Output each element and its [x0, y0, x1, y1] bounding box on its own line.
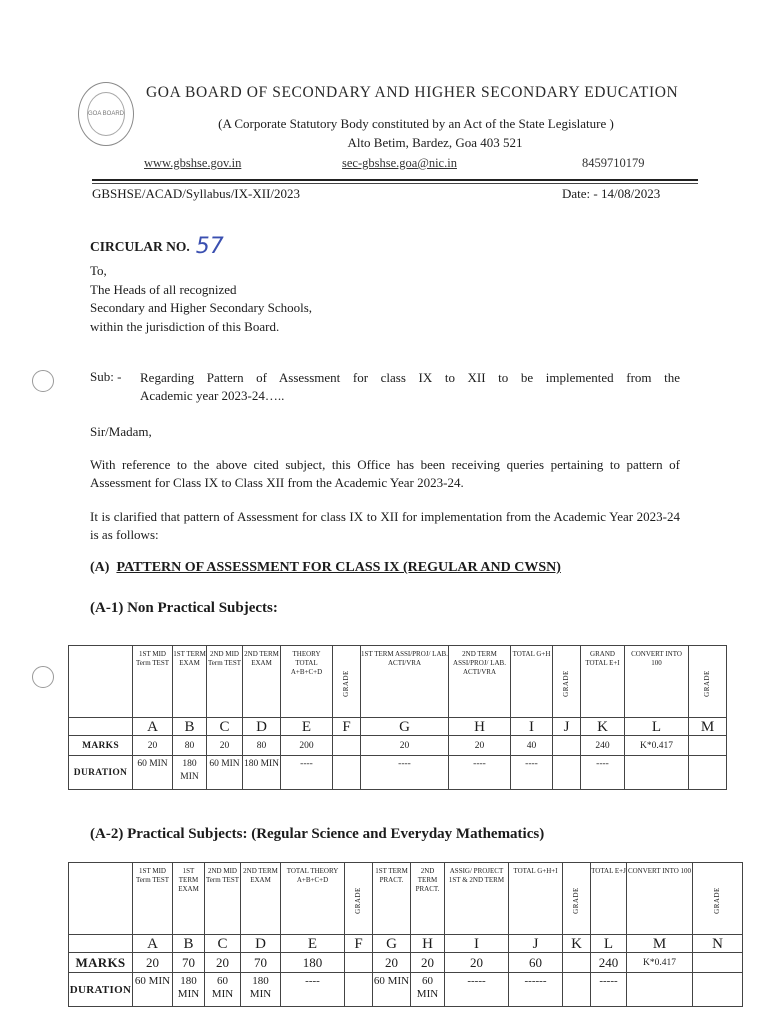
phone-number: 8459710179: [582, 156, 645, 170]
table1-heading: (A-1) Non Practical Subjects:: [90, 600, 278, 616]
header-cell: TOTAL G+H: [511, 646, 553, 718]
addressee-block: [90, 262, 312, 336]
marks-cell: [333, 736, 361, 756]
seal-text: GOA BOARD: [88, 110, 125, 117]
marks-cell: [689, 736, 727, 756]
marks-cell: 20: [411, 953, 445, 973]
duration-cell: ------: [509, 973, 563, 1007]
header-cell: [69, 863, 133, 935]
marks-cell: 20: [373, 953, 411, 973]
duration-cell: [333, 756, 361, 790]
duration-cell: 180 MIN: [241, 973, 281, 1007]
marks-cell: 40: [511, 736, 553, 756]
column-letter: E: [281, 935, 345, 953]
column-letter: L: [625, 718, 689, 736]
column-letter: D: [241, 935, 281, 953]
non-practical-assessment-table: [68, 645, 727, 790]
subject-line-1: Regarding Pattern of Assessment for class IX to XII to be implemented from the: [140, 370, 680, 385]
subject-line-2: Academic year 2023-24…..: [140, 388, 285, 403]
duration-cell: 60 MIN: [411, 973, 445, 1007]
punch-hole-mark: [32, 370, 54, 392]
marks-cell: 20: [361, 736, 449, 756]
header-cell-grade: GRADE: [689, 646, 727, 718]
website-link[interactable]: www.gbshse.gov.in: [144, 156, 242, 170]
section-a-heading: [90, 560, 561, 576]
column-letter: D: [243, 718, 281, 736]
header-cell: TOTAL E+J: [591, 863, 627, 935]
duration-cell: [693, 973, 743, 1007]
duration-cell: ----: [449, 756, 511, 790]
reference-number: GBSHSE/ACAD/Syllabus/IX-XII/2023: [92, 186, 301, 201]
header-cell: THEORY TOTAL A+B+C+D: [281, 646, 333, 718]
duration-cell: ----: [281, 973, 345, 1007]
duration-cell: -----: [445, 973, 509, 1007]
board-address: Alto Betim, Bardez, Goa 403 521: [347, 135, 523, 150]
header-cell: 2ND TERM EXAM: [243, 646, 281, 718]
section-a-title: PATTERN OF ASSESSMENT FOR CLASS IX (REGULAR AND CWSN): [116, 560, 561, 575]
section-a-prefix: (A): [90, 560, 110, 575]
column-letter: [69, 718, 133, 736]
duration-cell: ----: [361, 756, 449, 790]
header-cell: 1ST MID Term TEST: [133, 863, 173, 935]
header-cell: 2ND TERM ASSI/PROJ/ LAB. ACTI/VRA: [449, 646, 511, 718]
column-letter: G: [361, 718, 449, 736]
header-cell: CONVERT INTO 100: [627, 863, 693, 935]
marks-cell: 20: [133, 953, 173, 973]
paragraph-reference: With reference to the above cited subject, this Office has been receiving queries pertaining to pattern of Assessment for Class IX to Class XII from the Academic Year 2023-24.: [90, 457, 680, 490]
duration-cell: [625, 756, 689, 790]
subject-label: Sub: -: [90, 369, 122, 384]
marks-cell: 180: [281, 953, 345, 973]
duration-cell: ----: [281, 756, 333, 790]
column-letter: N: [693, 935, 743, 953]
header-cell: 1ST MID Term TEST: [133, 646, 173, 718]
table2-heading: (A-2) Practical Subjects: (Regular Science and Everyday Mathematics): [90, 826, 545, 842]
marks-cell: 70: [241, 953, 281, 973]
duration-row-label: DURATION: [69, 973, 133, 1007]
column-letter: C: [205, 935, 241, 953]
header-cell-grade: GRADE: [563, 863, 591, 935]
column-letter: F: [345, 935, 373, 953]
marks-cell: K*0.417: [625, 736, 689, 756]
column-letter: B: [173, 935, 205, 953]
duration-cell: 60 MIN: [133, 973, 173, 1007]
marks-cell: 200: [281, 736, 333, 756]
marks-cell: 20: [133, 736, 173, 756]
email-link[interactable]: sec-gbshse.goa@nic.in: [342, 156, 457, 170]
duration-cell: ----: [581, 756, 625, 790]
column-letter: I: [445, 935, 509, 953]
header-cell-grade: GRADE: [553, 646, 581, 718]
marks-cell: [693, 953, 743, 973]
marks-row-label: MARKS: [69, 953, 133, 973]
marks-cell: 20: [445, 953, 509, 973]
column-letter: K: [563, 935, 591, 953]
board-name: GOA BOARD OF SECONDARY AND HIGHER SECONDARY EDUCATION: [146, 84, 679, 101]
paragraph-clarification: It is clarified that pattern of Assessment for class IX to XII for implementation from the Academic Year 2023-24 is as follows:: [90, 509, 680, 542]
marks-cell: 80: [243, 736, 281, 756]
column-letter: E: [281, 718, 333, 736]
board-subtitle: (A Corporate Statutory Body constituted by an Act of the State Legislature ): [218, 116, 614, 131]
column-letter: H: [449, 718, 511, 736]
marks-cell: [553, 736, 581, 756]
addressee-line: Secondary and Higher Secondary Schools,: [90, 300, 313, 315]
column-letter: H: [411, 935, 445, 953]
duration-cell: 180 MIN: [173, 973, 205, 1007]
header-cell: TOTAL G+H+I: [509, 863, 563, 935]
marks-cell: 20: [449, 736, 511, 756]
duration-cell: 60 MIN: [207, 756, 243, 790]
salutation: Sir/Madam,: [90, 424, 152, 439]
column-letter: F: [333, 718, 361, 736]
header-cell: 2ND TERM PRACT.: [411, 863, 445, 935]
duration-cell: [689, 756, 727, 790]
column-letter: [69, 935, 133, 953]
marks-cell: 240: [591, 953, 627, 973]
header-cell: ASSIG/ PROJECT 1ST & 2ND TERM: [445, 863, 509, 935]
header-cell: 2ND MID Term TEST: [205, 863, 241, 935]
header-cell: [69, 646, 133, 718]
column-letter: K: [581, 718, 625, 736]
marks-cell: 70: [173, 953, 205, 973]
duration-cell: 180 MIN: [173, 756, 207, 790]
duration-cell: [345, 973, 373, 1007]
column-letter: B: [173, 718, 207, 736]
column-letter: M: [627, 935, 693, 953]
header-cell: GRAND TOTAL E+I: [581, 646, 625, 718]
duration-cell: 180 MIN: [243, 756, 281, 790]
marks-cell: K*0.417: [627, 953, 693, 973]
marks-cell: [345, 953, 373, 973]
addressee-line: The Heads of all recognized: [90, 281, 237, 297]
practical-assessment-table: [68, 862, 743, 1007]
duration-row-label: DURATION: [69, 756, 133, 790]
header-cell: TOTAL THEORY A+B+C+D: [281, 863, 345, 935]
addressee-line: To,: [90, 263, 107, 278]
column-letter: C: [207, 718, 243, 736]
circular-number-handwritten: 57: [195, 234, 224, 259]
marks-cell: 240: [581, 736, 625, 756]
duration-cell: [553, 756, 581, 790]
header-rule-thick: [92, 179, 698, 181]
column-letter: J: [553, 718, 581, 736]
circular-date: Date: - 14/08/2023: [562, 186, 661, 201]
header-rule-thin: [92, 183, 698, 184]
column-letter: J: [509, 935, 563, 953]
addressee-line: within the jurisdiction of this Board.: [90, 318, 280, 334]
circular-label: CIRCULAR NO.: [90, 239, 190, 254]
header-cell: 2ND TERM EXAM: [241, 863, 281, 935]
marks-row-label: MARKS: [69, 736, 133, 756]
header-cell: 2ND MID Term TEST: [207, 646, 243, 718]
duration-cell: 60 MIN: [205, 973, 241, 1007]
marks-cell: [563, 953, 591, 973]
column-letter: A: [133, 718, 173, 736]
duration-cell: [627, 973, 693, 1007]
marks-cell: 20: [205, 953, 241, 973]
header-cell: 1ST TERM EXAM: [173, 863, 205, 935]
circular-heading: [90, 232, 224, 257]
duration-cell: 60 MIN: [133, 756, 173, 790]
header-cell: CONVERT INTO 100: [625, 646, 689, 718]
header-cell: 1ST TERM EXAM: [173, 646, 207, 718]
duration-cell: [563, 973, 591, 1007]
header-cell: 1ST TERM ASSI/PROJ/ LAB. ACTI/VRA: [361, 646, 449, 718]
duration-cell: ----: [511, 756, 553, 790]
marks-cell: 20: [207, 736, 243, 756]
marks-cell: 60: [509, 953, 563, 973]
column-letter: L: [591, 935, 627, 953]
header-cell: 1ST TERM PRACT.: [373, 863, 411, 935]
marks-cell: 80: [173, 736, 207, 756]
column-letter: M: [689, 718, 727, 736]
duration-cell: 60 MIN: [373, 973, 411, 1007]
column-letter: I: [511, 718, 553, 736]
duration-cell: -----: [591, 973, 627, 1007]
punch-hole-mark: [32, 666, 54, 688]
column-letter: A: [133, 935, 173, 953]
header-cell-grade: GRADE: [345, 863, 373, 935]
header-cell-grade: GRADE: [693, 863, 743, 935]
column-letter: G: [373, 935, 411, 953]
header-cell-grade: GRADE: [333, 646, 361, 718]
subject-text: [140, 369, 680, 405]
